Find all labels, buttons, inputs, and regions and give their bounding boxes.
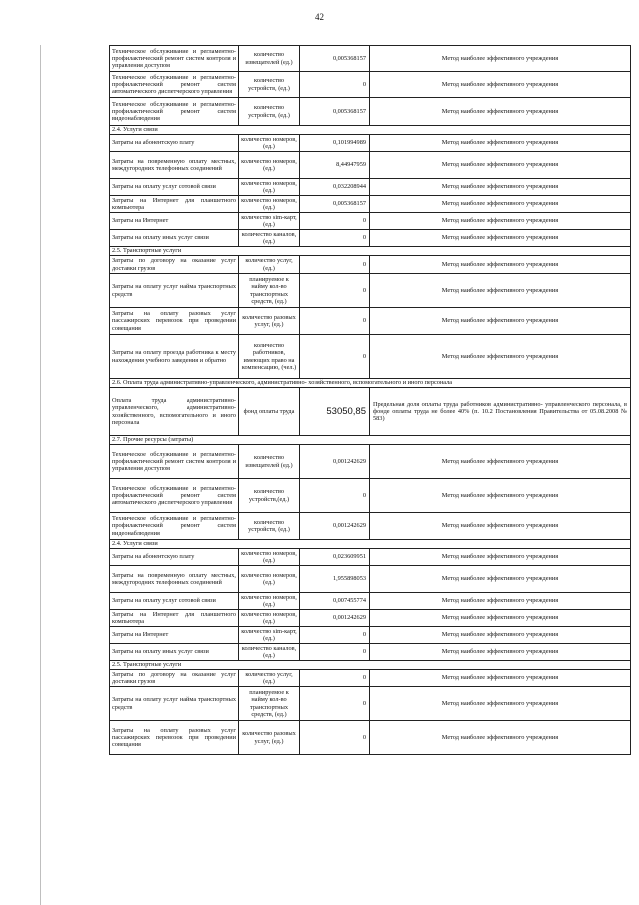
calculation-method: Метод наиболее эффективного учреждения xyxy=(370,549,631,566)
norm-value: 0,005368157 xyxy=(300,98,370,126)
section-title: 2.4. Услуги связи xyxy=(110,126,631,135)
cost-item-name: Техническое обслуживание и регламентно- профилактический ремонт систем автоматического диспетчерского управления xyxy=(110,479,239,513)
calculation-method: Метод наиболее эффективного учреждения xyxy=(370,513,631,540)
cost-item-name: Затраты на Интернет для планшетного компьютера xyxy=(110,196,239,213)
calculation-method: Метод наиболее эффективного учреждения xyxy=(370,152,631,179)
cost-item-name: Затраты на абонентскую плату xyxy=(110,135,239,152)
table-row xyxy=(110,479,631,513)
unit-of-measure: количество извещателей (ед.) xyxy=(239,445,300,479)
cost-item-name: Техническое обслуживание и регламентно- профилактический ремонт систем видеонаблюдения xyxy=(110,513,239,540)
table-row xyxy=(110,445,631,479)
unit-of-measure: количество номеров, (ед.) xyxy=(239,566,300,593)
section-header-row xyxy=(110,661,631,670)
section-header-row xyxy=(110,379,631,388)
table-row xyxy=(110,274,631,308)
cost-item-name: Затраты на абонентскую плату xyxy=(110,549,239,566)
norm-value: 0,001242629 xyxy=(300,513,370,540)
norm-value: 0,023609951 xyxy=(300,549,370,566)
table-row xyxy=(110,566,631,593)
unit-of-measure: количество номеров, (ед.) xyxy=(239,196,300,213)
table-row xyxy=(110,98,631,126)
page-number: 42 xyxy=(315,12,324,22)
calculation-method: Метод наиболее эффективного учреждения xyxy=(370,230,631,247)
unit-of-measure: количество устройств, (ед.) xyxy=(239,513,300,540)
unit-of-measure: количество услуг, (ед.) xyxy=(239,256,300,274)
norm-value: 0 xyxy=(300,335,370,379)
table-row xyxy=(110,308,631,335)
unit-of-measure: количество номеров, (ед.) xyxy=(239,610,300,627)
cost-item-name: Техническое обслуживание и регламентно- профилактический ремонт систем контроля и управления доступом xyxy=(110,445,239,479)
unit-of-measure: количество каналов, (ед.) xyxy=(239,644,300,661)
norm-value: 0,101994989 xyxy=(300,135,370,152)
calculation-method: Метод наиболее эффективного учреждения xyxy=(370,335,631,379)
cost-item-name: Затраты на оплату иных услуг связи xyxy=(110,230,239,247)
calculation-method: Метод наиболее эффективного учреждения xyxy=(370,593,631,610)
table-row xyxy=(110,135,631,152)
cost-item-name: Затраты на оплату разовых услуг пассажирских перевозок при проведении совещания xyxy=(110,308,239,335)
table-row xyxy=(110,256,631,274)
norm-value: 0,001242629 xyxy=(300,610,370,627)
unit-of-measure: количество разовых услуг, (ед.) xyxy=(239,721,300,755)
cost-item-name: Затраты на Интернет для планшетного компьютера xyxy=(110,610,239,627)
table-row xyxy=(110,46,631,72)
norm-value: 0 xyxy=(300,670,370,687)
norm-value: 1,955898053 xyxy=(300,566,370,593)
calculation-method: Метод наиболее эффективного учреждения xyxy=(370,308,631,335)
calculation-method: Метод наиболее эффективного учреждения xyxy=(370,135,631,152)
table-row xyxy=(110,72,631,98)
norm-value: 0 xyxy=(300,256,370,274)
cost-item-name: Затраты по договору на оказание услуг доставки грузов xyxy=(110,670,239,687)
calculation-method: Метод наиболее эффективного учреждения xyxy=(370,179,631,196)
table-row xyxy=(110,610,631,627)
norm-value: 0,032208944 xyxy=(300,179,370,196)
table-row xyxy=(110,179,631,196)
norm-value: 0 xyxy=(300,687,370,721)
unit-of-measure: количество sim-карт, (ед.) xyxy=(239,213,300,230)
unit-of-measure: количество каналов, (ед.) xyxy=(239,230,300,247)
unit-of-measure: количество устройств,(ед.) xyxy=(239,479,300,513)
unit-of-measure: планируемое к найму кол-во транспортных средств, (ед.) xyxy=(239,274,300,308)
cost-item-name: Затраты на оплату разовых услуг пассажирских перевозок при проведении совещания xyxy=(110,721,239,755)
section-header-row xyxy=(110,436,631,445)
norm-value: 0 xyxy=(300,721,370,755)
section-header-row xyxy=(110,540,631,549)
calculation-method: Метод наиболее эффективного учреждения xyxy=(370,98,631,126)
cost-item-name: Затраты на повременную оплату местных, междугородних телефонных соединений xyxy=(110,152,239,179)
cost-item-name: Техническое обслуживание и регламентно- профилактический ремонт систем автоматического диспетчерского управления xyxy=(110,72,239,98)
cost-item-name: Затраты на Интернет xyxy=(110,627,239,644)
unit-of-measure: количество номеров, (ед.) xyxy=(239,179,300,196)
table-row xyxy=(110,721,631,755)
table-row xyxy=(110,644,631,661)
norm-value: 0 xyxy=(300,627,370,644)
unit-of-measure: количество номеров, (ед.) xyxy=(239,549,300,566)
section-title: 2.4. Услуги связи xyxy=(110,540,631,549)
cost-item-name: Техническое обслуживание и регламентно- профилактический ремонт систем видеонаблюдения xyxy=(110,98,239,126)
calculation-method: Метод наиболее эффективного учреждения xyxy=(370,610,631,627)
unit-of-measure: количество номеров, (ед.) xyxy=(239,135,300,152)
cost-item-name: Затраты на оплату проезда работника к месту нахождения учебного заведения и обратно xyxy=(110,335,239,379)
table-row xyxy=(110,513,631,540)
unit-of-measure: количество номеров, (ед.) xyxy=(239,593,300,610)
calculation-method: Метод наиболее эффективного учреждения xyxy=(370,479,631,513)
section-title: 2.5. Транспортные услуги xyxy=(110,661,631,670)
table-row xyxy=(110,670,631,687)
unit-of-measure: количество устройств, (ед.) xyxy=(239,72,300,98)
norm-value: 0 xyxy=(300,213,370,230)
unit-of-measure: количество услуг, (ед.) xyxy=(239,670,300,687)
table-row xyxy=(110,213,631,230)
table-row xyxy=(110,335,631,379)
unit-of-measure: количество sim-карт, (ед.) xyxy=(239,627,300,644)
section-title: 2.5. Транспортные услуги xyxy=(110,247,631,256)
norm-value: 0,001242629 xyxy=(300,445,370,479)
norm-value: 0,005368157 xyxy=(300,196,370,213)
norm-value: 0 xyxy=(300,479,370,513)
norm-value: 0 xyxy=(300,308,370,335)
norm-value: 0 xyxy=(300,230,370,247)
section-title: 2.7. Прочие ресурсы (затраты) xyxy=(110,436,631,445)
cost-item-name: Затраты на оплату услуг сотовой связи xyxy=(110,179,239,196)
norm-value: 0,005368157 xyxy=(300,46,370,72)
calculation-method: Метод наиболее эффективного учреждения xyxy=(370,256,631,274)
cost-item-name: Техническое обслуживание и регламентно- профилактический ремонт систем контроля и управления доступом xyxy=(110,46,239,72)
table-row xyxy=(110,388,631,436)
calculation-method: Метод наиболее эффективного учреждения xyxy=(370,213,631,230)
calculation-method: Метод наиболее эффективного учреждения xyxy=(370,670,631,687)
norm-value: 8,44947959 xyxy=(300,152,370,179)
calculation-method: Предельная доля оплаты труда работников административно- управленческого персонала, в фонде оплаты труда не более 40% (п. 10.2 Постановления Правительства от 05.08.2008 № 583) xyxy=(370,388,631,436)
calculation-method: Метод наиболее эффективного учреждения xyxy=(370,687,631,721)
norm-value: 0,007455774 xyxy=(300,593,370,610)
table-row xyxy=(110,549,631,566)
cost-item-name: Затраты на Интернет xyxy=(110,213,239,230)
table-row xyxy=(110,230,631,247)
cost-item-name: Затраты на оплату услуг сотовой связи xyxy=(110,593,239,610)
section-title: 2.6. Оплата труда административно-управленческого, административно- хозяйственного, вспомогательного и иного персонала xyxy=(110,379,631,388)
calculation-method: Метод наиболее эффективного учреждения xyxy=(370,196,631,213)
calculation-method: Метод наиболее эффективного учреждения xyxy=(370,72,631,98)
unit-of-measure: фонд оплаты труда xyxy=(239,388,300,436)
section-header-row xyxy=(110,247,631,256)
calculation-method: Метод наиболее эффективного учреждения xyxy=(370,445,631,479)
cost-item-name: Затраты по договору на оказание услуг доставки грузов xyxy=(110,256,239,274)
unit-of-measure: количество извещателей (ед.) xyxy=(239,46,300,72)
cost-item-name: Затраты на оплату услуг найма транспортных средств xyxy=(110,687,239,721)
binding-margin-line xyxy=(40,45,41,905)
cost-item-name: Затраты на повременную оплату местных, междугородних телефонных соединений xyxy=(110,566,239,593)
cost-item-name: Затраты на оплату услуг найма транспортных средств xyxy=(110,274,239,308)
cost-item-name: Оплата труда административно-управленческого, административно-хозяйственного, вспомогательного и иного персонала xyxy=(110,388,239,436)
calculation-method: Метод наиболее эффективного учреждения xyxy=(370,274,631,308)
unit-of-measure: количество разовых услуг, (ед.) xyxy=(239,308,300,335)
calculation-method: Метод наиболее эффективного учреждения xyxy=(370,46,631,72)
calculation-method: Метод наиболее эффективного учреждения xyxy=(370,627,631,644)
cost-item-name: Затраты на оплату иных услуг связи xyxy=(110,644,239,661)
unit-of-measure: количество работников, имеющих право на компенсацию, (чел.) xyxy=(239,335,300,379)
norm-value: 53050,85 xyxy=(300,388,370,436)
norm-value: 0 xyxy=(300,644,370,661)
calculation-method: Метод наиболее эффективного учреждения xyxy=(370,721,631,755)
calculation-method: Метод наиболее эффективного учреждения xyxy=(370,644,631,661)
section-header-row xyxy=(110,126,631,135)
cost-norms-table xyxy=(109,45,631,755)
calculation-method: Метод наиболее эффективного учреждения xyxy=(370,566,631,593)
table-row xyxy=(110,593,631,610)
table-row xyxy=(110,627,631,644)
unit-of-measure: планируемое к найму кол-во транспортных средств, (ед.) xyxy=(239,687,300,721)
table-row xyxy=(110,196,631,213)
unit-of-measure: количество номеров, (ед.) xyxy=(239,152,300,179)
norm-value: 0 xyxy=(300,72,370,98)
unit-of-measure: количество устройств, (ед.) xyxy=(239,98,300,126)
norm-value: 0 xyxy=(300,274,370,308)
table-row xyxy=(110,152,631,179)
table-row xyxy=(110,687,631,721)
